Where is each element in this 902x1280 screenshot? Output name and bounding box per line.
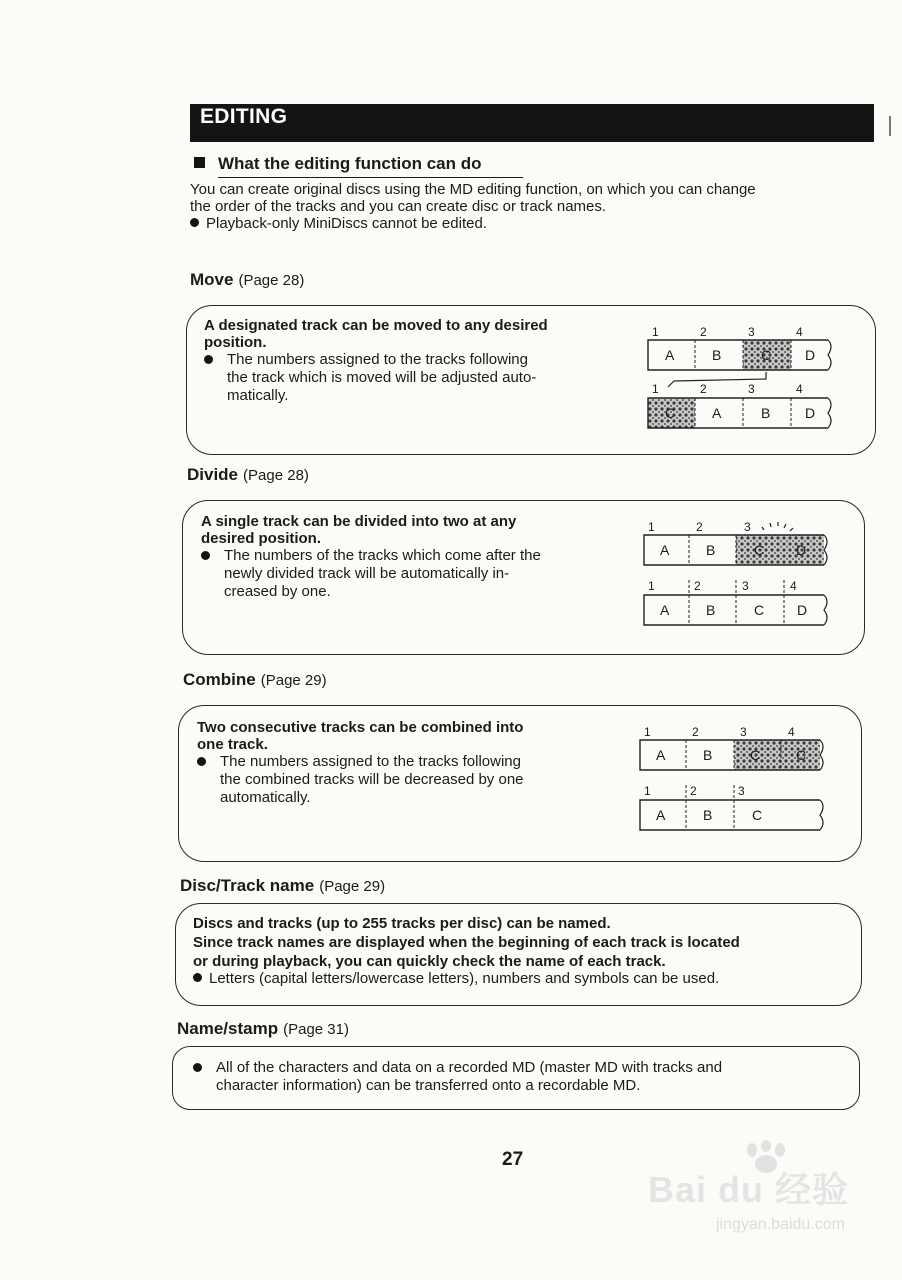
page-number: 27 [502, 1149, 524, 1170]
track-number: 2 [692, 725, 699, 739]
track-number: 4 [796, 382, 803, 396]
name-stamp-page-ref: (Page 31) [283, 1021, 349, 1038]
name-stamp-bullet: All of the characters and data on a recorded MD (master MD with tracks and character information) can be transferred onto a recordable MD. [193, 1059, 853, 1095]
track-bar [648, 340, 828, 370]
move-diagram [648, 323, 838, 433]
break-mark [824, 535, 827, 565]
track-cell: C [754, 602, 765, 618]
square-bullet-icon [194, 157, 205, 168]
track-cell: C [665, 405, 676, 421]
section-header-title: EDITING [200, 105, 288, 128]
move-bullet: The numbers assigned to the tracks following the track which is moved will be adjusted auto- matically. [204, 351, 604, 405]
combine-description: Two consecutive tracks can be combined into one track. The numbers assigned to the tracks following the combined tracks will be decreased by one automatically. [197, 719, 597, 807]
track-number: 2 [700, 325, 707, 339]
divide-diagram [644, 518, 834, 628]
track-cell: A [660, 542, 670, 558]
track-number: 1 [648, 520, 655, 534]
break-mark [828, 398, 831, 428]
track-cell: B [712, 347, 722, 363]
combine-diagram-svg [640, 723, 830, 833]
track-cell: C [750, 747, 761, 763]
cut-mark-icon [762, 522, 793, 531]
bullet-dot-icon [190, 218, 199, 227]
disc-track-description: Discs and tracks (up to 255 tracks per disc) can be named. Since track names are displayed when the beginning of each track is located or during playback, you can quickly check the name of each track. Letters (capital letters/lowercase letters), numbers and symbols can be used. [193, 915, 853, 988]
track-number: 3 [748, 325, 755, 339]
move-diagram-svg [648, 323, 838, 433]
track-number: 1 [648, 579, 655, 593]
track-cell: C [796, 747, 807, 763]
combine-page-ref: (Page 29) [260, 672, 327, 689]
disc-track-title: Disc/Track name (Page 29) [180, 876, 386, 895]
track-number: 3 [742, 579, 749, 593]
track-cell: B [761, 405, 771, 421]
combine-diagram [640, 723, 830, 833]
track-number: 4 [788, 725, 795, 739]
break-mark [820, 740, 823, 770]
track-bar [640, 800, 820, 830]
track-cell: D [797, 602, 808, 618]
bullet-dot-icon [193, 1063, 202, 1072]
move-page-ref: (Page 28) [238, 272, 305, 289]
track-number: 1 [652, 382, 659, 396]
combine-title: Combine (Page 29) [183, 670, 327, 689]
track-cell: B [703, 807, 713, 823]
track-number: 1 [644, 725, 651, 739]
divide-description: A single track can be divided into two at any desired position. The numbers of the tracks which come after the newly divided track will be automatically in- creased by one. [201, 513, 601, 601]
bullet-dot-icon [197, 757, 206, 766]
highlighted-track [736, 535, 824, 565]
intro-heading: What the editing function can do [218, 154, 482, 173]
track-cell: A [665, 347, 675, 363]
disc-track-bullet: Letters (capital letters/lowercase letters), numbers and symbols can be used. [193, 970, 853, 988]
intro-bullet: Playback-only MiniDiscs cannot be edited. [190, 215, 880, 232]
track-number: 4 [790, 579, 797, 593]
track-cell: C [754, 542, 765, 558]
name-stamp-title: Name/stamp (Page 31) [177, 1019, 349, 1038]
track-number: 2 [694, 579, 701, 593]
track-cell: A [656, 807, 666, 823]
track-cell: D [805, 405, 816, 421]
bullet-dot-icon [201, 551, 210, 560]
track-number: 3 [748, 382, 755, 396]
track-cell: C [761, 347, 772, 363]
heading-underline [218, 177, 523, 178]
divide-page-ref: (Page 28) [243, 467, 309, 484]
track-cell: C [752, 807, 763, 823]
track-cell: D [805, 347, 816, 363]
move-description: A designated track can be moved to any desired position. The numbers assigned to the tracks following the track which is moved will be adjusted auto- matically. [204, 317, 604, 405]
track-cell: B [706, 602, 716, 618]
track-cell: D [796, 542, 807, 558]
highlighted-track [734, 740, 820, 770]
track-number: 1 [644, 784, 651, 798]
page-edge-mark [889, 116, 891, 136]
intro-line-2: the order of the tracks and you can create disc or track names. [190, 198, 607, 215]
break-mark [824, 595, 827, 625]
track-cell: A [656, 747, 666, 763]
intro-paragraph [190, 181, 880, 232]
track-cell: B [706, 542, 716, 558]
track-cell: B [703, 747, 713, 763]
intro-line-1: You can create original discs using the MD editing function, on which you can change [190, 181, 756, 198]
track-number: 1 [652, 325, 659, 339]
track-number: 2 [696, 520, 703, 534]
disc-track-page-ref: (Page 29) [319, 878, 386, 895]
section-header-bar [190, 104, 874, 142]
divide-diagram-svg [644, 518, 834, 628]
break-mark [820, 800, 823, 830]
track-number: 4 [796, 325, 803, 339]
track-number: 3 [744, 520, 751, 534]
track-number: 3 [740, 725, 747, 739]
track-cell: A [660, 602, 670, 618]
bullet-dot-icon [204, 355, 213, 364]
name-stamp-description [193, 1059, 853, 1095]
divide-bullet: The numbers of the tracks which come after the newly divided track will be automatically in- creased by one. [201, 547, 601, 601]
track-number: 2 [700, 382, 707, 396]
combine-bullet: The numbers assigned to the tracks following the combined tracks will be decreased by one automatically. [197, 753, 597, 807]
track-number: 3 [738, 784, 745, 798]
divide-title: Divide (Page 28) [187, 465, 309, 484]
track-number: 2 [690, 784, 697, 798]
move-title: Move (Page 28) [190, 270, 305, 289]
bullet-dot-icon [193, 973, 202, 982]
break-mark [828, 340, 831, 370]
watermark-url: jingyan.baidu.com [716, 1216, 845, 1233]
watermark-logo-text: Bai du 经验 [648, 1169, 850, 1210]
track-cell: A [712, 405, 722, 421]
